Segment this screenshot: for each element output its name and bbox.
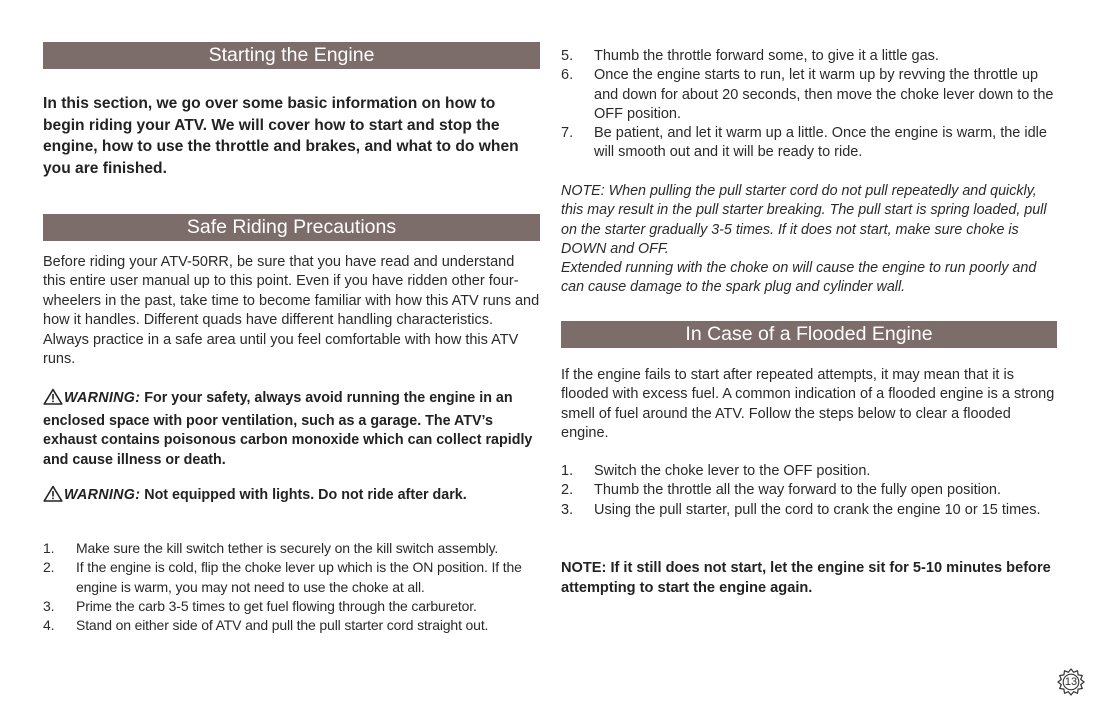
list-item: 6. Once the engine starts to run, let it warm up by revving the throttle up and down for about 20 seconds, then move the choke lever down to the OFF position. <box>561 67 1054 122</box>
page-number: 13 <box>1064 676 1078 688</box>
list-item: 2. If the engine is cold, flip the choke lever up which is the ON position. If the engine is warm, you may not need to use the choke at all. <box>43 559 522 595</box>
warning-text: Not equipped with lights. Do not ride after dark. <box>144 487 467 503</box>
flooded-note: NOTE: If it still does not start, let the engine sit for 5-10 minutes before attempting to start the engine again. <box>561 560 1051 596</box>
warning-label: WARNING: <box>64 390 141 406</box>
section-header-starting-engine: Starting the Engine <box>43 42 540 69</box>
list-item: 2. Thumb the throttle all the way forward to the fully open position. <box>561 482 1002 499</box>
list-item: 7. Be patient, and let it warm up a little. Once the engine is warm, the idle will smooth out and it will be ready to ride. <box>561 125 1047 161</box>
flooded-engine-paragraph: If the engine fails to start after repeated attempts, it may mean that it is flooded with excess fuel. A common indication of a flooded engine is a strong smell of fuel around the ATV. Follow the steps below to clear a flooded engine. <box>561 367 1055 442</box>
list-item: 3. Using the pull starter, pull the cord to crank the engine 10 or 15 times. <box>561 501 1041 518</box>
list-item: 3. Prime the carb 3-5 times to get fuel flowing through the carburetor. <box>43 597 477 614</box>
warning-label: WARNING: <box>64 487 141 503</box>
starting-steps-list-continued <box>561 47 1057 163</box>
warning-text: For your safety, always avoid running the engine in an enclosed space with poor ventilation, such as a garage. The ATV’s exhaust contains poisonous carbon monoxide which can collect rapidly and cause illness or death. <box>43 390 533 468</box>
section-header-safe-riding: Safe Riding Precautions <box>43 214 540 241</box>
safe-riding-paragraph: Before riding your ATV-50RR, be sure that you have read and understand this entire user manual up to this point. Even if you have ridden other four-wheelers in the past, take time to become familiar with how this ATV runs and how it handles. Different quads have different handling characteristics. Always practice in a safe area until you feel comfortable with how this ATV runs. <box>43 254 540 368</box>
choke-note: Extended running with the choke on will cause the engine to run poorly and can cause damage to the spark plug and cylinder wall. <box>561 260 1037 296</box>
page-number-badge <box>1057 668 1085 696</box>
list-item: 5. Thumb the throttle forward some, to give it a little gas. <box>561 48 939 64</box>
warning-triangle-icon <box>43 388 63 412</box>
list-item: 1. Make sure the kill switch tether is securely on the kill switch assembly. <box>43 540 499 556</box>
list-item: 1. Switch the choke lever to the OFF position. <box>561 463 871 479</box>
section-header-flooded-engine: In Case of a Flooded Engine <box>561 321 1057 348</box>
list-item: 4. Stand on either side of ATV and pull the pull starter cord straight out. <box>43 617 489 634</box>
warning-triangle-icon <box>43 485 63 509</box>
warning-carbon-monoxide <box>43 388 540 470</box>
flooded-steps-list <box>561 462 1057 520</box>
pull-starter-note: NOTE: When pulling the pull starter cord do not pull repeatedly and quickly, this may result in the pull starter breaking. The pull start is spring loaded, pull on the starter gradually 3-5 times. If it does not start, make sure choke is DOWN and OFF. <box>561 183 1047 258</box>
starting-steps-list <box>43 539 540 635</box>
warning-no-lights <box>43 485 540 509</box>
intro-paragraph: In this section, we go over some basic information on how to begin riding your ATV. We will cover how to start and stop the engine, how to use the throttle and brakes, and what to do when you are finished. <box>43 95 519 178</box>
